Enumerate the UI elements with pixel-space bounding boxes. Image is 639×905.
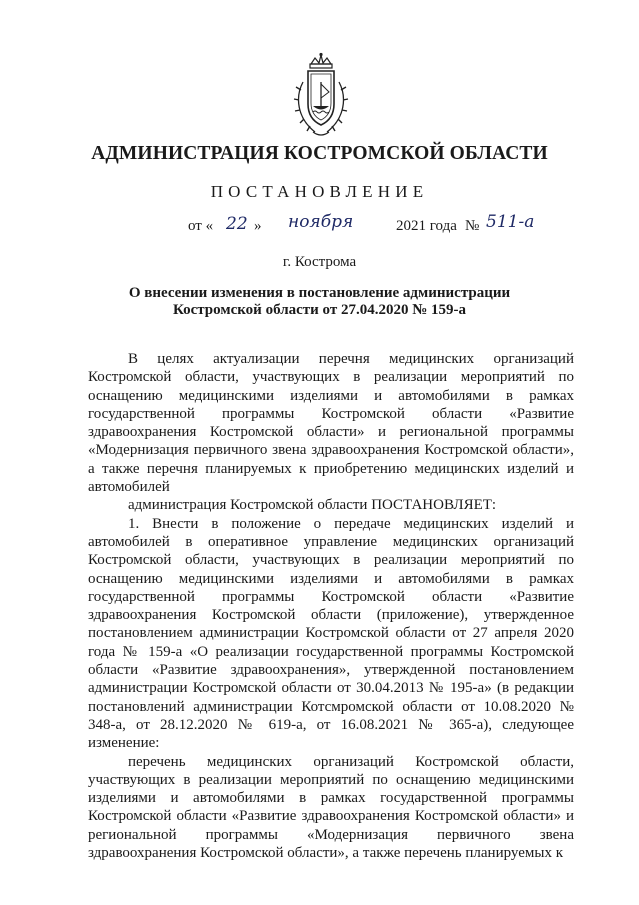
document-body [88,350,574,862]
date-mid: » [254,218,262,234]
date-day: 22 [226,214,248,234]
number-label: № [465,218,480,234]
coat-of-arms-icon [293,52,349,138]
paragraph-item-1: 1. Внести в положение о передаче медицинских изделий и автомобилей в оперативное управление медицинских организаций Костромской области, участвующих в реализации мероприятий по оснащению медицинскими изделиями и автомобилями в рамках государственной программы Костромской области «Развитие здравоохранения Костромской области (приложение), утвержденное постановлением администрации Костромской области от 27 апреля 2020 года № 159-а «О реализации государственной программы Костромской области «Развитие здравоохранения», утвержденной постановлением администрации Костромской области от 30.04.2013 № 195-а» (в редакции постановлений администрации Котсмромской области от 10.08.2020 № 348-а, от 28.12.2020 № 619-а, от 16.08.2021 № 365-а), следующее изменение: [88,515,574,752]
document-number: 511-а [486,212,535,232]
date-prefix: от « [188,218,214,234]
date-year: 2021 года [396,218,457,234]
subject-line-1: О внесении изменения в постановление администрации [128,285,511,301]
paragraph-preamble: В целях актуализации перечня медицинских организаций Костромской области, участвующих в реализации мероприятий по оснащению медицинскими изделиями и автомобилями в рамках государственной программы Костромской области «Развитие здравоохранения Костромской области» и региональной программы «Модернизация первичного звена здравоохранения Костромской области», а также перечня планируемых к приобретению медицинских изделий и автомобилей [88,351,574,496]
document-subject [0,285,639,319]
subject-line-2: Костромской области от 27.04.2020 № 159-а [172,302,467,318]
date-line [188,212,568,244]
paragraph-resolves: администрация Костромской области ПОСТАНОВЛЯЕТ: [128,497,497,514]
paragraph-change: перечень медицинских организаций Костромской области, участвующих в реализации мероприятий по оснащению медицинскими изделиями и автомобилями в рамках государственной программы Костромской области «Развитие здравоохранения Костромской области» и региональной программы «Модернизация первичного звена здравоохранения Костромской области», а также перечень планируемых к [88,753,574,862]
city: г. Кострома [282,254,357,270]
organization-title: АДМИНИСТРАЦИЯ КОСТРОМСКОЙ ОБЛАСТИ [91,143,548,164]
document-type: ПОСТАНОВЛЕНИЕ [210,182,429,201]
date-month: ноября [288,212,354,232]
